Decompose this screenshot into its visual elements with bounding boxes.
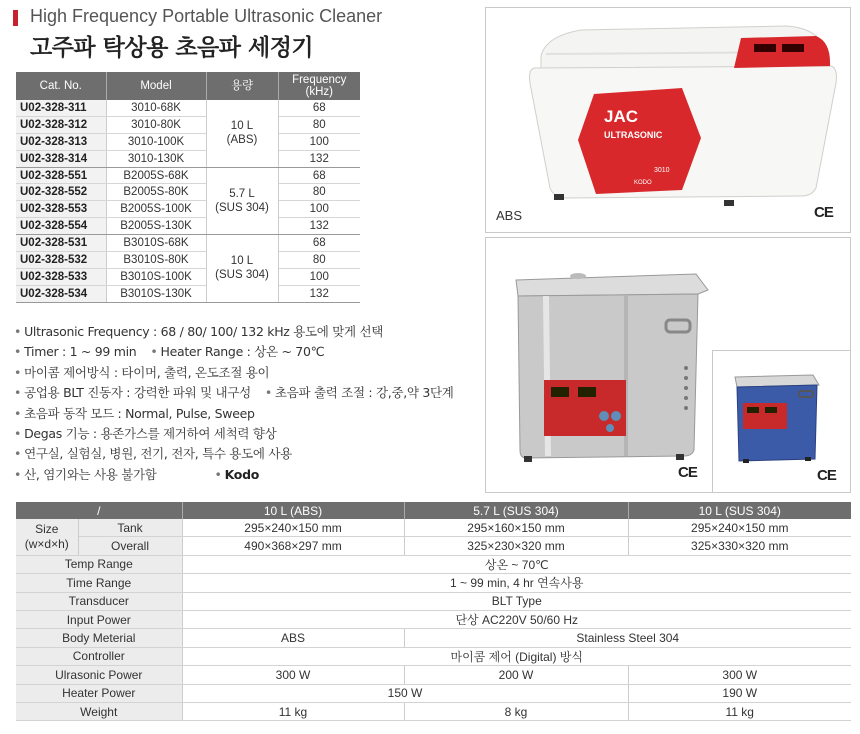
frequency-cell: 132 bbox=[278, 150, 360, 167]
frequency-cell: 100 bbox=[278, 268, 360, 285]
ce-mark-icon: CE bbox=[817, 467, 836, 484]
feature-item bbox=[14, 465, 259, 483]
brand-name: Kodo bbox=[224, 466, 259, 482]
table-row bbox=[16, 268, 360, 285]
model-cell: 3010-68K bbox=[106, 100, 206, 116]
model-cell: B2005S-80K bbox=[106, 184, 206, 201]
model-cell: B2005S-100K bbox=[106, 201, 206, 218]
bullet-icon: • bbox=[214, 466, 222, 482]
feature-text: 연구실, 실험실, 병원, 전기, 전자, 특수 용도에 사용 bbox=[24, 446, 292, 462]
spec-header-corner: / bbox=[16, 502, 182, 519]
spec-cell: ABS bbox=[182, 629, 404, 647]
model-cell: 3010-100K bbox=[106, 133, 206, 150]
feature-text: 산, 염기와는 사용 불가함 bbox=[24, 466, 157, 482]
cat-no-cell: U02-328-311 bbox=[16, 100, 106, 116]
model-cell: B3010S-130K bbox=[106, 285, 206, 302]
model-cell: B3010S-100K bbox=[106, 268, 206, 285]
bullet-icon: • bbox=[14, 385, 22, 401]
product-image-abs bbox=[485, 7, 851, 233]
capacity-cell: 10 L (ABS) bbox=[206, 100, 278, 167]
spec-row-time bbox=[16, 574, 851, 592]
feature-text: Heater Range : 상온 ~ 70℃ bbox=[160, 344, 325, 360]
feature-item bbox=[14, 322, 383, 340]
spec-label-tank: Tank bbox=[78, 519, 182, 537]
feature-item bbox=[14, 363, 269, 381]
model-cell: 3010-80K bbox=[106, 116, 206, 133]
size-sub-label: (w×d×h) bbox=[24, 536, 69, 551]
capacity-cell: 10 L (SUS 304) bbox=[206, 235, 278, 303]
table-row bbox=[16, 133, 360, 150]
spec-cell: 단상 AC220V 50/60 Hz bbox=[182, 610, 851, 628]
spec-row-input-power bbox=[16, 610, 851, 628]
spec-header-col: 10 L (SUS 304) bbox=[628, 502, 851, 519]
spec-row-overall bbox=[16, 537, 851, 555]
cat-no-cell: U02-328-553 bbox=[16, 201, 106, 218]
spec-cell: Stainless Steel 304 bbox=[404, 629, 851, 647]
spec-cell: 1 ~ 99 min, 4 hr 연속사용 bbox=[182, 574, 851, 592]
table-row bbox=[16, 201, 360, 218]
feature-text: Timer : 1 ~ 99 min bbox=[24, 344, 137, 360]
cat-no-cell: U02-328-313 bbox=[16, 133, 106, 150]
feature-item bbox=[14, 342, 324, 360]
header-capacity: 용량 bbox=[206, 72, 278, 100]
header-frequency: Frequency (kHz) bbox=[278, 72, 360, 100]
spec-label-weight: Weight bbox=[16, 702, 182, 720]
spec-table-header bbox=[16, 502, 851, 519]
feature-text: 마이콤 제어방식 : 타이머, 출력, 온도조절 용이 bbox=[24, 364, 270, 380]
device-model-text: 3010 bbox=[654, 167, 670, 174]
bullet-icon: • bbox=[264, 385, 272, 401]
frequency-cell: 80 bbox=[278, 184, 360, 201]
spec-cell: 295×160×150 mm bbox=[404, 519, 628, 537]
spec-cell: 295×240×150 mm bbox=[182, 519, 404, 537]
spec-row-ultrasonic-power bbox=[16, 666, 851, 684]
cat-no-cell: U02-328-552 bbox=[16, 184, 106, 201]
spec-row-controller bbox=[16, 647, 851, 665]
spec-label-size bbox=[16, 519, 78, 555]
spec-row-temp bbox=[16, 555, 851, 573]
frequency-cell: 68 bbox=[278, 100, 360, 116]
table-row bbox=[16, 235, 360, 252]
frequency-cell: 132 bbox=[278, 218, 360, 235]
feature-text: 초음파 출력 조절 : 강,중,약 3단계 bbox=[274, 385, 454, 401]
title-accent-bar bbox=[13, 10, 18, 26]
table-row bbox=[16, 285, 360, 302]
cat-no-cell: U02-328-312 bbox=[16, 116, 106, 133]
bullet-icon: • bbox=[14, 364, 22, 380]
spec-cell: 325×330×320 mm bbox=[628, 537, 851, 555]
bullet-icon: • bbox=[14, 405, 22, 421]
spec-label-time: Time Range bbox=[16, 574, 182, 592]
spec-cell: 150 W bbox=[182, 684, 628, 702]
spec-header-col: 10 L (ABS) bbox=[182, 502, 404, 519]
abs-cleaner-illustration bbox=[486, 8, 850, 232]
frequency-cell: 68 bbox=[278, 235, 360, 252]
header-cat-no: Cat. No. bbox=[16, 72, 106, 100]
bullet-icon: • bbox=[14, 466, 22, 482]
spec-label-input-power: Input Power bbox=[16, 610, 182, 628]
product-image-blue-unit bbox=[712, 350, 851, 493]
device-brand-sub-text: ULTRASONIC bbox=[604, 130, 663, 140]
spec-cell: 300 W bbox=[628, 666, 851, 684]
model-cell: B3010S-80K bbox=[106, 252, 206, 269]
title-korean: 고주파 탁상용 초음파 세정기 bbox=[30, 35, 314, 61]
spec-cell: 300 W bbox=[182, 666, 404, 684]
frequency-cell: 80 bbox=[278, 116, 360, 133]
ce-mark-icon: CE bbox=[814, 204, 833, 221]
frequency-cell: 100 bbox=[278, 133, 360, 150]
cat-no-cell: U02-328-551 bbox=[16, 167, 106, 184]
bullet-icon: • bbox=[14, 426, 22, 441]
feature-text: Degas 기능 : 용존가스를 제거하여 세척력 향상 bbox=[24, 426, 277, 441]
header-model: Model bbox=[106, 72, 206, 100]
spec-cell: 325×230×320 mm bbox=[404, 537, 628, 555]
cat-no-cell: U02-328-554 bbox=[16, 218, 106, 235]
bullet-icon: • bbox=[14, 324, 22, 339]
feature-text: Ultrasonic Frequency : 68 / 80/ 100/ 132 kHz 용도에 맞게 선택 bbox=[24, 324, 384, 339]
table-row bbox=[16, 167, 360, 184]
table-row bbox=[16, 116, 360, 133]
cat-no-cell: U02-328-533 bbox=[16, 268, 106, 285]
model-table-header bbox=[16, 72, 360, 100]
bullet-icon: • bbox=[14, 446, 22, 462]
device-maker-text: KODO bbox=[634, 180, 652, 186]
spec-cell: BLT Type bbox=[182, 592, 851, 610]
feature-item bbox=[14, 444, 292, 462]
frequency-cell: 100 bbox=[278, 201, 360, 218]
model-cell: 3010-130K bbox=[106, 150, 206, 167]
spec-cell: 상온 ~ 70℃ bbox=[182, 555, 851, 573]
spec-row-heater-power bbox=[16, 684, 851, 702]
spec-row-weight bbox=[16, 702, 851, 720]
model-cell: B3010S-68K bbox=[106, 235, 206, 252]
spec-cell: 11 kg bbox=[182, 702, 404, 720]
feature-item bbox=[14, 424, 276, 442]
feature-item bbox=[14, 404, 255, 422]
feature-text: 초음파 동작 모드 : Normal, Pulse, Sweep bbox=[24, 405, 255, 421]
spec-header-col: 5.7 L (SUS 304) bbox=[404, 502, 628, 519]
abs-label: ABS bbox=[496, 208, 523, 223]
title-english: High Frequency Portable Ultrasonic Cleaner bbox=[30, 6, 383, 26]
spec-row-tank bbox=[16, 519, 851, 537]
spec-cell: 490×368×297 mm bbox=[182, 537, 404, 555]
spec-label-overall: Overall bbox=[78, 537, 182, 555]
table-row bbox=[16, 100, 360, 116]
spec-cell: 295×240×150 mm bbox=[628, 519, 851, 537]
table-row bbox=[16, 218, 360, 235]
ce-mark-icon: CE bbox=[678, 464, 697, 481]
capacity-cell: 5.7 L (SUS 304) bbox=[206, 167, 278, 235]
table-row bbox=[16, 184, 360, 201]
cat-no-cell: U02-328-532 bbox=[16, 252, 106, 269]
spec-label-controller: Controller bbox=[16, 647, 182, 665]
frequency-cell: 68 bbox=[278, 167, 360, 184]
spec-table bbox=[16, 502, 851, 721]
model-cell: B2005S-68K bbox=[106, 167, 206, 184]
frequency-cell: 80 bbox=[278, 252, 360, 269]
feature-text: 공업용 BLT 진동자 : 강력한 파워 및 내구성 bbox=[24, 385, 251, 401]
spec-cell: 마이콤 제어 (Digital) 방식 bbox=[182, 647, 851, 665]
bullet-icon: • bbox=[150, 344, 158, 360]
cat-no-cell: U02-328-531 bbox=[16, 235, 106, 252]
spec-row-body-material bbox=[16, 629, 851, 647]
table-row bbox=[16, 150, 360, 167]
size-label: Size bbox=[35, 521, 59, 536]
feature-item bbox=[14, 383, 454, 401]
model-table bbox=[16, 72, 360, 303]
spec-cell: 190 W bbox=[628, 684, 851, 702]
spec-label-ultrasonic-power: Ulrasonic Power bbox=[16, 666, 182, 684]
spec-cell: 8 kg bbox=[404, 702, 628, 720]
cat-no-cell: U02-328-314 bbox=[16, 150, 106, 167]
table-row bbox=[16, 252, 360, 269]
model-cell: B2005S-130K bbox=[106, 218, 206, 235]
spec-label-heater-power: Heater Power bbox=[16, 684, 182, 702]
product-image-sus bbox=[485, 237, 851, 493]
frequency-cell: 132 bbox=[278, 285, 360, 302]
spec-label-transducer: Transducer bbox=[16, 592, 182, 610]
spec-cell: 11 kg bbox=[628, 702, 851, 720]
cat-no-cell: U02-328-534 bbox=[16, 285, 106, 302]
bullet-icon: • bbox=[14, 344, 22, 360]
spec-cell: 200 W bbox=[404, 666, 628, 684]
spec-row-transducer bbox=[16, 592, 851, 610]
spec-label-temp: Temp Range bbox=[16, 555, 182, 573]
device-brand-text: JAC bbox=[604, 107, 639, 126]
spec-label-body-material: Body Meterial bbox=[16, 629, 182, 647]
